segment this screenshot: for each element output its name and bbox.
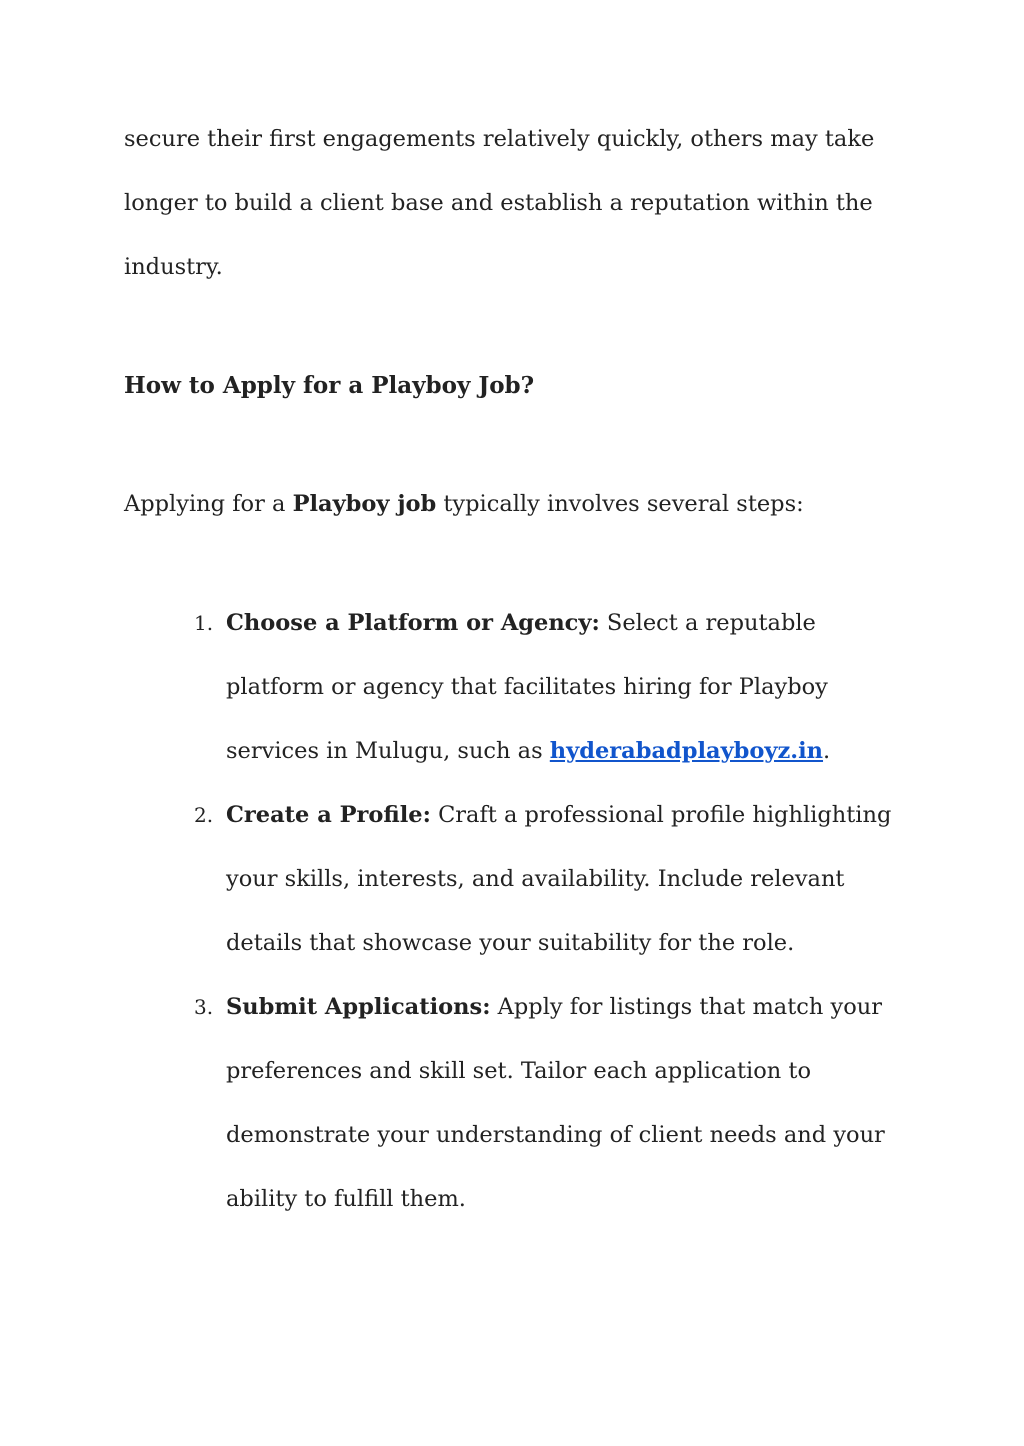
step-text: Select a reputable platform or agency that facilitates hiring for Playboy services in Mulugu, such as [226, 610, 828, 764]
step-title: Create a Profile: [226, 802, 431, 828]
step-number: 1. [194, 611, 214, 635]
step-item-choose-platform [0, 591, 906, 783]
lead-suffix: typically involves several steps: [436, 491, 804, 517]
step-item-create-profile [0, 783, 906, 975]
step-number: 2. [194, 803, 214, 827]
hyderabadplayboyz-link[interactable]: hyderabadplayboyz.in [549, 738, 824, 764]
steps-list [0, 591, 1024, 1231]
step-text: Apply for listings that match your preferences and skill set. Tailor each application to demonstrate your understanding of client needs and your ability to fulfill them. [226, 994, 885, 1212]
step-text-end: . [823, 738, 831, 764]
step-title: Submit Applications: [226, 994, 491, 1020]
step-item-submit-applications [0, 975, 906, 1231]
step-text: Craft a professional profile highlighting your skills, interests, and availability. Include relevant details that showcase your suitability for the role. [226, 802, 892, 956]
lead-bold-term: Playboy job [292, 491, 437, 517]
section-heading: How to Apply for a Playboy Job? [124, 372, 535, 399]
intro-paragraph: secure their first engagements relatively quickly, others may take longer to build a client base and establish a reputation within the industry. [124, 126, 875, 280]
lead-prefix: Applying for a [124, 491, 293, 517]
step-title: Choose a Platform or Agency: [226, 610, 600, 636]
step-number: 3. [194, 995, 214, 1019]
lead-paragraph [124, 472, 904, 536]
